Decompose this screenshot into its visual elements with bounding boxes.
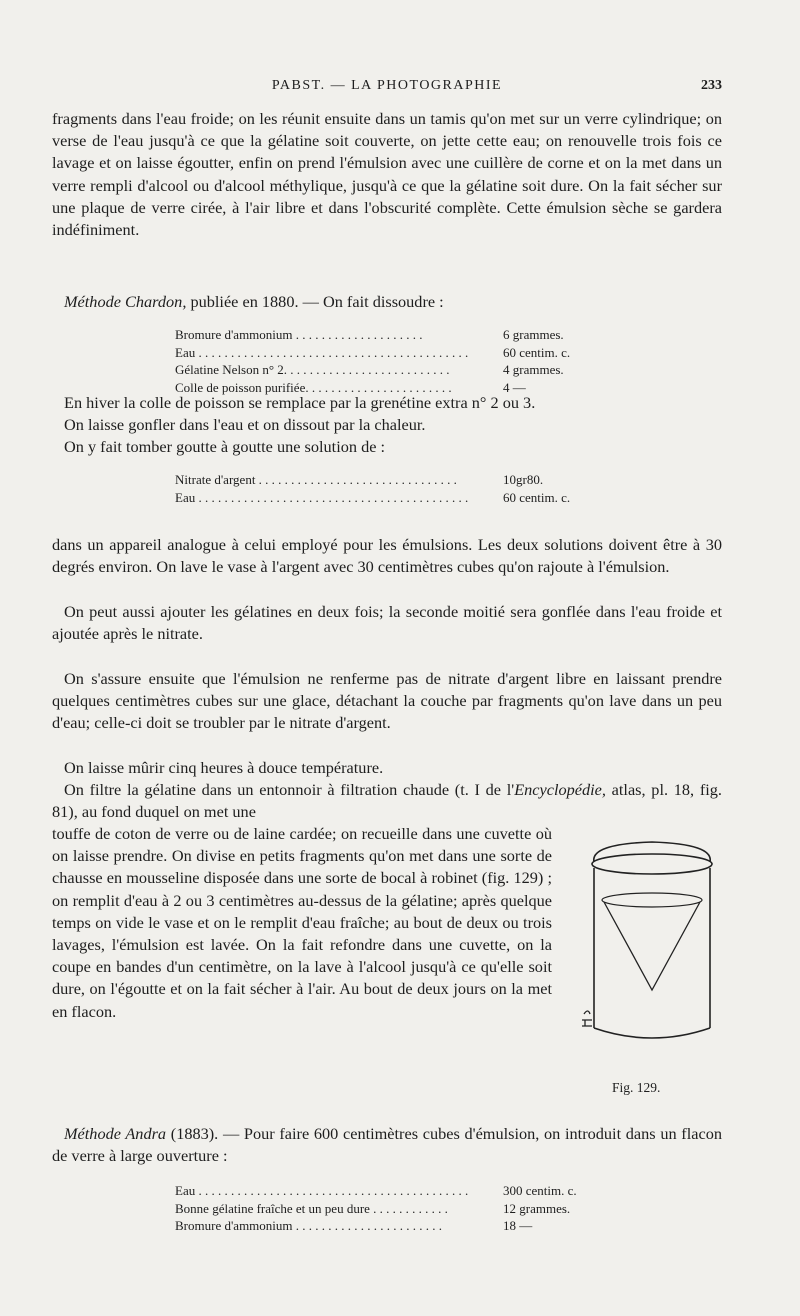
method-name: Méthode Chardon, xyxy=(64,292,187,311)
recipe-table-nitrate xyxy=(175,471,625,506)
ingredient-label: Bromure d'ammonium . . . . . . . . . . . . . . . . . . . . xyxy=(175,327,423,342)
table-row xyxy=(175,471,625,489)
ingredient-label: Eau . . . . . . . . . . . . . . . . . . . . . . . . . . . . . . . . . . . . . . . . . . xyxy=(175,1183,469,1198)
muslin-bag-rim xyxy=(602,893,702,907)
table-row xyxy=(175,1182,625,1200)
ingredient-label: Nitrate d'argent . . . . . . . . . . . . . . . . . . . . . . . . . . . . . . . xyxy=(175,472,457,487)
paragraph: On laisse gonfler dans l'eau et on dissout par la chaleur. xyxy=(64,415,426,434)
table-row xyxy=(175,326,625,344)
figure-129-washing-jar xyxy=(582,838,722,1068)
paragraph-filtration: On filtre la gélatine dans un entonnoir à filtration chaude (t. I de l'Encyclopédie, atlas, pl. 18, fig. 81), au fond duquel on met une xyxy=(52,780,722,822)
ingredient-quantity: 4 grammes. xyxy=(503,362,564,377)
ingredient-label: Bromure d'ammonium . . . . . . . . . . . . . . . . . . . . . . . xyxy=(175,1218,443,1233)
ingredient-quantity: 18 — xyxy=(503,1218,533,1233)
paragraph: En hiver la colle de poisson se remplace par la grenétine extra n° 2 ou 3. xyxy=(64,393,536,412)
ingredient-label: Gélatine Nelson n° 2. . . . . . . . . . . . . . . . . . . . . . . . . . xyxy=(175,362,450,377)
figure-caption: Fig. 129. xyxy=(612,1080,661,1095)
paragraph-text: publiée en 1880. — On fait dissoudre : xyxy=(186,292,444,311)
paragraph-text: (1883). — Pour faire 600 centimètres cubes d'émulsion, on introduit dans un flacon de verre à large ouverture : xyxy=(52,1124,722,1166)
table-row xyxy=(175,1217,625,1235)
running-header xyxy=(52,78,722,100)
table-row xyxy=(175,1200,625,1218)
ingredient-label: Eau . . . . . . . . . . . . . . . . . . . . . . . . . . . . . . . . . . . . . . . . . . xyxy=(175,489,469,505)
header-title: PABST. — LA PHOTOGRAPHIE xyxy=(271,78,503,93)
page-number: 233 xyxy=(701,78,722,93)
paragraph: On y fait tomber goutte à goutte une solution de : xyxy=(64,437,386,456)
work-title: Encyclopédie, xyxy=(514,780,606,799)
paragraph: On laisse mûrir cinq heures à douce température. xyxy=(64,758,384,777)
paragraph: On peut aussi ajouter les gélatines en deux fois; la seconde moitié sera gonflée dans l'eau froide et ajoutée après le nitrate. xyxy=(52,602,722,644)
ingredient-label: Colle de poisson purifiée. . . . . . . . . . . . . . . . . . . . . . . xyxy=(175,379,452,395)
ingredient-quantity: 60 centim. c. xyxy=(503,489,571,505)
ingredient-quantity: 300 centim. c. xyxy=(503,1183,577,1198)
ingredient-label: Bonne gélatine fraîche et un peu dure . . . . . . . . . . . . xyxy=(175,1200,448,1216)
jar-lid-top xyxy=(594,842,710,862)
paragraph: dans un appareil analogue à celui employé pour les émulsions. Les deux solutions doivent être à 30 degrés environ. On lave le vase à l'argent avec 30 centimètres cubes qu'on rajoute à l'émulsion. xyxy=(52,535,722,577)
table-row xyxy=(175,344,625,362)
ingredient-quantity: 4 — xyxy=(503,379,526,395)
paragraph: touffe de coton de verre ou de laine cardée; on recueille dans une cuvette où on laisse prendre. On divise en petits fragments qu'on met dans une sorte de chausse en mousseline disposée dans une sorte de bocal à robinet (fig. 129) ; on remplit d'eau à 2 ou 3 centimètres au-dessus de la gélatine; après quelque temps on vide le vase et on le remplit d'eau fraîche; au bout de deux ou trois lavages, l'émulsion est lavée. On la fait refondre dans une cuvette, on la coupe en bandes d'un centimètre, on la lave à l'alcool jusqu'à ce qu'elle soit dure, on l'égoutte et on la fait sécher à l'air. Au bout de deux jours on la met en flacon. xyxy=(52,824,552,1021)
ingredient-quantity: 6 grammes. xyxy=(503,327,564,342)
tap-icon xyxy=(582,1011,592,1026)
muslin-bag-cone xyxy=(604,902,700,990)
jar-base xyxy=(594,1028,710,1038)
table-row xyxy=(175,361,625,379)
recipe-table-andra xyxy=(175,1182,625,1235)
paragraph-methode-chardon xyxy=(52,291,722,313)
ingredient-quantity: 10gr80. xyxy=(503,472,544,487)
paragraph: On s'assure ensuite que l'émulsion ne renferme pas de nitrate d'argent libre en laissant prendre quelques centimètres cubes sur une glace, détachant la couche par fragments qu'on lave dans un peu d'eau; celle-ci doit se troubler par le nitrate d'argent. xyxy=(52,669,722,733)
ingredient-label: Eau . . . . . . . . . . . . . . . . . . . . . . . . . . . . . . . . . . . . . . . . . . xyxy=(175,344,469,360)
recipe-table-chardon xyxy=(175,326,625,396)
jar-lid-rim xyxy=(592,854,712,874)
ingredient-quantity: 12 grammes. xyxy=(503,1200,571,1216)
paragraph: fragments dans l'eau froide; on les réunit ensuite dans un tamis qu'on met sur un verre cylindrique; on verse de l'eau jusqu'à ce que la gélatine soit couverte, on jette cette eau; on renouvelle trois fois ce lavage et on laisse égoutter, enfin on prend l'émulsion avec une cuillère de corne et on la met dans un verre rempli d'alcool ou d'alcool méthylique, jusqu'à ce que la gélatine soit dure. On la fait sécher sur une plaque de verre cirée, à l'air libre et dans l'obscurité complète. Cette émulsion sèche se gardera indéfiniment. xyxy=(52,109,722,240)
method-name: Méthode Andra xyxy=(64,1124,167,1143)
paragraph-methode-andra xyxy=(52,1123,722,1167)
ingredient-quantity: 60 centim. c. xyxy=(503,344,571,360)
table-row xyxy=(175,489,625,507)
